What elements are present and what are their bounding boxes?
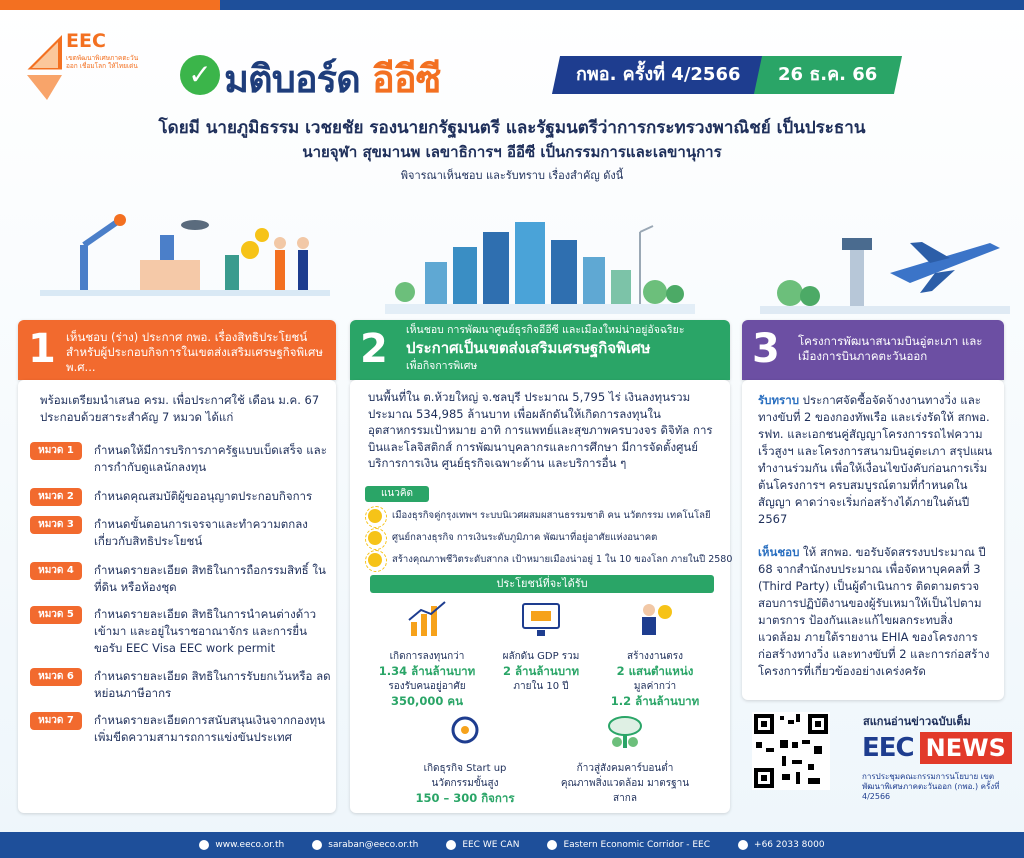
- startup-gear-icon: [443, 712, 487, 752]
- eec-news-logo: EEC NEWS: [862, 732, 1012, 764]
- scan-label: สแกนอ่านข่าวฉบับเต็ม: [863, 715, 971, 728]
- chapter-item: หมวด 6 กำหนดรายละเอียด สิทธิในการรับยกเว้นหรือ ลดหย่อนภาษีอากร: [30, 668, 334, 702]
- bulb-icon: [368, 509, 382, 523]
- card3-number: 3: [752, 326, 780, 372]
- chapter-item: หมวด 3 กำหนดขั้นตอนการเจรจาและทำความตกลง เกี่ยวกับสิทธิประโยชน์: [30, 516, 334, 550]
- card2-number: 2: [360, 326, 388, 372]
- phone-icon: [738, 840, 748, 850]
- concept-label: แนวคิด: [365, 486, 429, 502]
- heading-secretary: นายจุฬา สุขมานพ เลขาธิการฯ อีอีซี เป็นกรรมการและเลขานุการ: [302, 143, 722, 161]
- card2-title-small: เห็นชอบ การพัฒนาศูนย์ธุรกิจอีอีซี และเมืองใหม่น่าอยู่อัจฉริยะ: [406, 324, 685, 336]
- bulb-icon: [368, 553, 382, 567]
- footer-phone[interactable]: +66 2033 8000: [738, 840, 825, 850]
- mail-icon: [312, 840, 322, 850]
- business-illustration: [40, 205, 330, 315]
- line-icon: [446, 840, 456, 850]
- chapter-item: หมวด 1 กำหนดให้มีการบริการภาครัฐแบบเบ็ดเสร็จ และการกำกับดูแลนักลงทุน: [30, 442, 334, 476]
- check-icon: ✓: [180, 55, 220, 95]
- footer-line[interactable]: EEC WE CAN: [446, 840, 519, 850]
- date-badge: 26 ธ.ค. 66: [754, 56, 902, 94]
- footer-bar: [0, 832, 1024, 858]
- logo-subtitle: เขตพัฒนาพิเศษภาคตะวันออก เชื่อมโลก ให้ไทยเด่น: [66, 54, 139, 70]
- footer-email[interactable]: saraban@eeco.or.th: [312, 840, 418, 850]
- card2-description: บนพื้นที่ใน ต.ห้วยใหญ่ จ.ชลบุรี ประมาณ 5,795 ไร่ เงินลงทุนรวมประมาณ 534,985 ล้านบาท เพื่อผลักดันให้เกิดการลงทุนในอุตสาหกรรมเป้าหมาย อาทิ การแพทย์และสุขภาพครบวงจร ดิจิทัล การบินและโลจิสติกส์ การพัฒนาบุคลากรและการศึกษา มีการจัดตั้งศูนย์บริการการเงิน ศูนย์ธุรกิจเฉพาะด้าน และบริการอื่น ๆ: [368, 390, 713, 470]
- card1-number: 1: [28, 326, 56, 372]
- page-title: มติบอร์ด อีอีซี: [224, 57, 441, 101]
- card3-title: โครงการพัฒนาสนามบินอู่ตะเภา และเมืองการบินภาคตะวันออก: [798, 334, 983, 363]
- benefit-low-carbon: ก้าวสู่สังคมคาร์บอนต่ำ คุณภาพสิ่งแวดล้อม มาตรฐานสากล: [560, 712, 690, 806]
- logo-text: EEC: [66, 30, 106, 52]
- concept-item: ศูนย์กลางธุรกิจ การเงินระดับภูมิภาค พัฒนาที่อยู่อาศัยแห่งอนาคต: [368, 530, 657, 545]
- benefit-jobs: สร้างงานตรง 2 แสนตำแหน่ง มูลค่ากว่า 1.2 ล้านล้านบาท: [600, 600, 710, 709]
- footer-facebook[interactable]: Eastern Economic Corridor - EEC: [547, 840, 710, 850]
- benefit-label: ประโยชน์ที่จะได้รับ: [370, 575, 714, 593]
- investment-chart-icon: [405, 600, 449, 640]
- chapter-item: หมวด 7 กำหนดรายละเอียดการสนับสนุนเงินจากกองทุน เพิ่มขีดความสามารถการแข่งขันประเทศ: [30, 712, 334, 746]
- heading-chair: โดยมี นายภูมิธรรม เวชยชัย รองนายกรัฐมนตรี และรัฐมนตรีว่าการกระทรวงพาณิชย์ เป็นประธาน: [158, 118, 866, 138]
- co2-cloud-icon: [603, 712, 647, 752]
- benefit-investment: เกิดการลงทุนกว่า 1.34 ล้านล้านบาท รองรับคนอยู่อาศัย 350,000 คน: [372, 600, 482, 709]
- airport-illustration: [760, 228, 1010, 318]
- concept-item: เมืองธุรกิจคู่กรุงเทพฯ ระบบนิเวศผสมผสานธรรมชาติ คน นวัตกรรม เทคโนโลยี: [368, 508, 711, 523]
- bulb-icon: [368, 531, 382, 545]
- card3-header: [742, 320, 1004, 380]
- qr-code-icon[interactable]: [752, 712, 830, 790]
- news-subtitle: การประชุมคณะกรรมการนโยบาย เขตพัฒนาพิเศษภาคตะวันออก (กพอ.) ครั้งที่ 4/2566: [862, 772, 1000, 801]
- chapter-item: หมวด 4 กำหนดรายละเอียด สิทธิในการถือกรรมสิทธิ์ ในที่ดิน หรือห้องชุด: [30, 562, 334, 596]
- meeting-badge: กพอ. ครั้งที่ 4/2566: [552, 56, 765, 94]
- card3-paragraph-approve: เห็นชอบ ให้ สกพอ. ขอรับจัดสรรงบประมาณ ปี 68 จากสำนักงบประมาณ เพื่อจัดหาบุคคลที่ 3 (Third Party) เป็นผู้ดำเนินการ ติดตามตรวจสอบการปฏิบัติงานของผู้รับเหมาให้เป็นไปตามมาตรการ ป้องกันและแก้ไขผลกระทบสิ่งแวดล้อม ภายใต้รายงาน EHIA ของโครงการก่อสร้างทางวิ่ง และทางขับที่ 2 และการก่อสร้างโครงการที่เกี่ยวข้องอย่างเคร่งครัด: [758, 545, 990, 678]
- top-accent-bar: [0, 0, 1024, 10]
- card2-title-big: ประกาศเป็นเขตส่งเสริมเศรษฐกิจพิเศษ: [406, 339, 651, 357]
- gdp-monitor-icon: [519, 600, 563, 640]
- card1-intro: พร้อมเตรียมนำเสนอ ครม. เพื่อประกาศใช้ เดือน ม.ค. 67 ประกอบด้วยสาระสำคัญ 7 หมวด ได้แก่: [40, 393, 320, 424]
- jobs-person-icon: [633, 600, 677, 640]
- smart-city-illustration: [385, 222, 695, 318]
- concept-item: สร้างคุณภาพชีวิตระดับสากล เป้าหมายเมืองน่าอยู่ 1 ใน 10 ของโลก ภายในปี 2580: [368, 552, 732, 567]
- card2-title-sub: เพื่อกิจการพิเศษ: [406, 360, 478, 372]
- heading-intro: พิจารณาเห็นชอบ และรับทราบ เรื่องสำคัญ ดังนี้: [400, 169, 624, 182]
- card1-title: เห็นชอบ (ร่าง) ประกาศ กพอ. เรื่องสิทธิประโยชน์สำหรับผู้ประกอบกิจการในเขตส่งเสริมเศรษฐกิจพิเศษ พ.ศ...: [66, 330, 323, 374]
- benefit-gdp: ผลักดัน GDP รวม 2 ล้านล้านบาท ภายใน 10 ปี: [486, 600, 596, 694]
- chapter-item: หมวด 2 กำหนดคุณสมบัติผู้ขออนุญาตประกอบกิจการ: [30, 488, 334, 506]
- chapter-item: หมวด 5 กำหนดรายละเอียด สิทธิในการนำคนต่างด้าวเข้ามา และอยู่ในราชอาณาจักร และการยื่นขอรับ EEC Visa EEC work permit: [30, 606, 334, 657]
- card3-paragraph-acknowledge: รับทราบ ประกาศจัดซื้อจัดจ้างงานทางวิ่ง และทางขับที่ 2 ของกองทัพเรือ และเร่งรัดให้ สกพอ. รฟท. และเอกชนคู่สัญญาโครงการรถไฟความเร็วสูงฯ และโครงการสนามบินอู่ตะเภา สรุปแผนทำงานร่วมกัน เพื่อให้เงื่อนไขบังคับก่อนการเริ่มต้นโครงการฯ ครบสมบูรณ์ตามที่กำหนดในสัญญา คาดว่าจะเริ่มก่อสร้างได้ภายในต้นปี 2567: [758, 393, 992, 526]
- card2-header: [350, 320, 730, 380]
- facebook-icon: [547, 840, 557, 850]
- globe-icon: [199, 840, 209, 850]
- footer-website[interactable]: www.eeco.or.th: [199, 840, 284, 850]
- card1-header: [18, 320, 336, 380]
- benefit-startup: เกิดธุรกิจ Start up นวัตกรรมขั้นสูง 150 – 300 กิจการ: [400, 712, 530, 806]
